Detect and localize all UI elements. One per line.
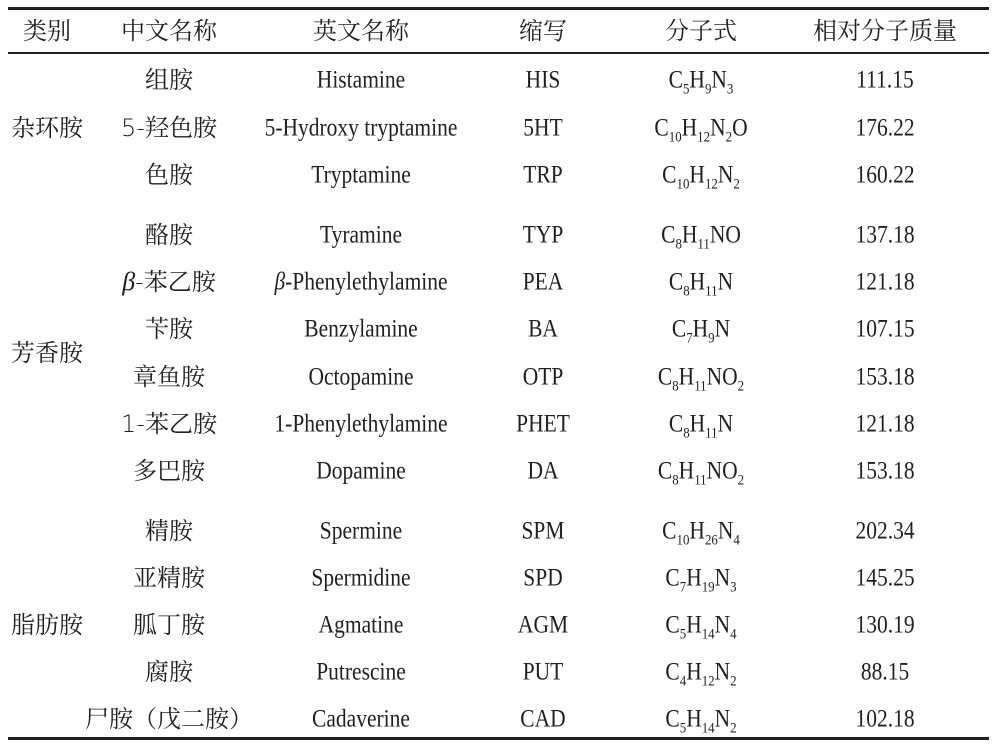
molecular-weight-cell: 102.18 bbox=[855, 705, 915, 733]
abbreviation-cell: PEA bbox=[522, 268, 564, 296]
chinese-name-text: 腐胺 bbox=[145, 658, 193, 686]
english-name-cell bbox=[274, 270, 447, 295]
chinese-name-cell bbox=[85, 707, 253, 731]
molecular-formula-cell bbox=[665, 658, 737, 690]
molecular-weight-cell: 111.15 bbox=[856, 66, 914, 94]
formula-subscript: 8 bbox=[672, 378, 679, 395]
formula-subscript: 8 bbox=[675, 236, 682, 253]
abbreviation-cell: BA bbox=[528, 315, 558, 343]
formula-subscript: 3 bbox=[726, 81, 734, 98]
chinese-name-cell bbox=[121, 412, 217, 436]
english-name-text: Dopamine bbox=[316, 457, 406, 485]
molecular-formula-cell bbox=[654, 114, 748, 146]
formula-element: H bbox=[689, 268, 706, 296]
chinese-name-cell bbox=[133, 613, 205, 637]
abbreviation-cell: SPM bbox=[521, 517, 565, 545]
english-name-cell bbox=[317, 68, 405, 93]
formula-subscript: 10 bbox=[668, 129, 682, 146]
formula-subscript: 5 bbox=[679, 720, 687, 737]
formula-subscript: 2 bbox=[730, 720, 737, 737]
chinese-name-cell bbox=[133, 459, 205, 483]
formula-subscript: 19 bbox=[701, 579, 715, 596]
formula-element: N bbox=[714, 705, 731, 733]
molecular-weight-cell: 121.18 bbox=[855, 268, 915, 296]
molecular-weight-cell: 153.18 bbox=[855, 363, 915, 391]
header-molecular-weight: 相对分子质量 bbox=[813, 17, 957, 45]
category-aliphatic-amines: 脂肪胺 bbox=[11, 611, 83, 639]
chinese-name-text: 酪胺 bbox=[145, 221, 193, 249]
formula-element: C bbox=[661, 221, 676, 249]
molecular-weight-cell: 153.18 bbox=[855, 457, 915, 485]
formula-element: H bbox=[678, 363, 695, 391]
formula-element: N bbox=[717, 410, 734, 438]
formula-element: N bbox=[717, 517, 734, 545]
chinese-name-text: 章鱼胺 bbox=[133, 363, 205, 391]
english-name-text: Histamine bbox=[316, 66, 406, 94]
molecular-formula-cell bbox=[662, 517, 740, 549]
formula-element: H bbox=[686, 658, 702, 686]
english-name-cell bbox=[274, 412, 447, 437]
molecular-weight-cell: 130.19 bbox=[855, 611, 915, 639]
formula-element: C bbox=[662, 517, 677, 545]
chinese-name-text: 1-苯乙胺 bbox=[121, 410, 217, 438]
chinese-name-cell bbox=[122, 269, 216, 295]
formula-element: C bbox=[657, 457, 673, 485]
english-name-text: Benzylamine bbox=[304, 315, 418, 343]
formula-element: N bbox=[714, 658, 731, 686]
header-english-name: 英文名称 bbox=[313, 17, 409, 45]
formula-subscript: 8 bbox=[683, 425, 690, 442]
formula-element: C bbox=[668, 410, 684, 438]
formula-element: H bbox=[689, 66, 705, 94]
chinese-name-cell bbox=[133, 566, 205, 590]
abbreviation-cell: CAD bbox=[520, 705, 566, 733]
formula-subscript: 3 bbox=[730, 579, 737, 596]
chinese-name-cell bbox=[145, 163, 193, 187]
formula-subscript: 10 bbox=[676, 176, 690, 193]
category-heterocyclic-amines: 杂环胺 bbox=[11, 114, 83, 142]
english-name-cell bbox=[304, 317, 417, 342]
formula-element: O bbox=[732, 114, 748, 142]
molecular-formula-cell bbox=[668, 268, 734, 300]
formula-element: H bbox=[689, 517, 705, 545]
abbreviation-cell: SPD bbox=[523, 564, 563, 592]
abbreviation-cell: PHET bbox=[516, 410, 570, 438]
english-name-cell bbox=[320, 223, 402, 248]
formula-subscript: 7 bbox=[686, 330, 693, 347]
chinese-name-cell bbox=[145, 519, 193, 543]
chinese-name-cell bbox=[133, 365, 205, 389]
formula-subscript: 5 bbox=[682, 81, 690, 98]
formula-element: H bbox=[692, 315, 709, 343]
formula-element: C bbox=[662, 161, 677, 189]
formula-element: C bbox=[668, 66, 683, 94]
formula-element: C bbox=[665, 658, 680, 686]
chinese-name-cell bbox=[145, 68, 193, 92]
formula-element: NO bbox=[709, 221, 741, 249]
formula-subscript: 11 bbox=[694, 378, 707, 395]
molecular-formula-cell bbox=[668, 410, 734, 442]
molecular-weight-cell: 121.18 bbox=[855, 410, 915, 438]
molecular-weight-cell: 176.22 bbox=[855, 114, 915, 142]
formula-subscript: 14 bbox=[701, 720, 715, 737]
table-bottom-rule bbox=[8, 737, 989, 740]
molecular-formula-cell bbox=[657, 457, 745, 489]
chinese-name-cell bbox=[145, 223, 193, 247]
formula-subscript: 2 bbox=[725, 129, 733, 146]
chinese-name-text: 精胺 bbox=[145, 517, 193, 545]
english-name-text: 5-Hydroxy tryptamine bbox=[264, 114, 458, 142]
english-name-text: -Phenylethylamine bbox=[285, 268, 448, 296]
formula-element: H bbox=[689, 410, 706, 438]
formula-element: N bbox=[714, 315, 731, 343]
abbreviation-cell: TRP bbox=[523, 161, 563, 189]
header-abbreviation: 缩写 bbox=[519, 17, 567, 45]
table-header-rule bbox=[8, 52, 989, 54]
english-name-cell bbox=[312, 707, 410, 732]
formula-subscript: 11 bbox=[694, 472, 707, 489]
chinese-name-text: 色胺 bbox=[145, 161, 193, 189]
molecular-formula-cell bbox=[665, 564, 737, 596]
molecular-weight-cell: 145.25 bbox=[855, 564, 915, 592]
formula-element: C bbox=[671, 315, 687, 343]
english-name-cell bbox=[319, 613, 404, 638]
molecular-weight-cell: 160.22 bbox=[855, 161, 915, 189]
english-name-cell bbox=[316, 459, 406, 484]
formula-subscript: 9 bbox=[708, 330, 715, 347]
chinese-name-text: 多巴胺 bbox=[133, 457, 205, 485]
abbreviation-cell: PUT bbox=[522, 658, 564, 686]
chinese-name-text: 苄胺 bbox=[145, 315, 193, 343]
formula-subscript: 11 bbox=[697, 236, 710, 253]
formula-subscript: 12 bbox=[704, 176, 718, 193]
formula-subscript: 2 bbox=[733, 176, 740, 193]
abbreviation-cell: OTP bbox=[522, 363, 564, 391]
formula-element: C bbox=[657, 363, 673, 391]
formula-subscript: 8 bbox=[683, 283, 690, 300]
formula-element: N bbox=[710, 114, 726, 142]
chinese-name-text: 组胺 bbox=[145, 66, 193, 94]
chinese-name-cell bbox=[145, 317, 193, 341]
chinese-name-cell bbox=[145, 660, 193, 684]
molecular-formula-cell bbox=[671, 315, 731, 347]
formula-element: N bbox=[717, 268, 734, 296]
category-aromatic-amines: 芳香胺 bbox=[11, 339, 83, 367]
abbreviation-cell: DA bbox=[527, 457, 559, 485]
header-formula: 分子式 bbox=[665, 17, 737, 45]
header-chinese-name: 中文名称 bbox=[121, 17, 217, 45]
chinese-name-text: 5-羟色胺 bbox=[121, 114, 217, 142]
english-name-text: 1-Phenylethylamine bbox=[274, 410, 448, 438]
formula-subscript: 4 bbox=[730, 626, 737, 643]
abbreviation-cell: AGM bbox=[517, 611, 569, 639]
molecular-weight-cell: 107.15 bbox=[855, 315, 915, 343]
english-name-text: Cadaverine bbox=[312, 705, 410, 733]
english-name-text: Spermidine bbox=[311, 564, 411, 592]
abbreviation-cell: 5HT bbox=[523, 114, 563, 142]
formula-element: NO bbox=[706, 457, 738, 485]
molecular-formula-cell bbox=[661, 221, 741, 253]
abbreviation-cell: HIS bbox=[525, 66, 561, 94]
formula-subscript: 14 bbox=[701, 626, 715, 643]
formula-element: H bbox=[681, 221, 698, 249]
english-name-text: Agmatine bbox=[318, 611, 404, 639]
english-name-text: Spermine bbox=[319, 517, 403, 545]
molecular-formula-cell bbox=[662, 161, 740, 193]
english-name-cell bbox=[320, 519, 402, 544]
molecular-formula-cell bbox=[657, 363, 745, 395]
formula-subscript: 4 bbox=[679, 673, 687, 690]
english-name-cell bbox=[311, 566, 410, 591]
chinese-name-text: -苯乙胺 bbox=[135, 268, 216, 296]
formula-element: C bbox=[665, 564, 680, 592]
english-name-text: Putrescine bbox=[316, 658, 406, 686]
greek-prefix: β bbox=[274, 268, 286, 296]
formula-element: H bbox=[678, 457, 695, 485]
table-top-rule bbox=[8, 7, 989, 10]
english-name-text: Octopamine bbox=[308, 363, 414, 391]
formula-element: C bbox=[668, 268, 684, 296]
formula-subscript: 4 bbox=[733, 532, 740, 549]
english-name-cell bbox=[316, 660, 406, 685]
formula-subscript: 7 bbox=[679, 579, 687, 596]
chinese-name-text: 胍丁胺 bbox=[133, 611, 205, 639]
formula-element: N bbox=[714, 564, 731, 592]
formula-element: N bbox=[714, 611, 731, 639]
chinese-name-cell bbox=[121, 116, 217, 140]
english-name-text: Tryptamine bbox=[311, 161, 411, 189]
formula-subscript: 2 bbox=[737, 378, 745, 395]
english-name-cell bbox=[308, 365, 413, 390]
formula-element: C bbox=[665, 611, 680, 639]
formula-subscript: 26 bbox=[704, 532, 718, 549]
english-name-cell bbox=[311, 163, 411, 188]
formula-element: H bbox=[686, 564, 702, 592]
molecular-weight-cell: 88.15 bbox=[860, 658, 910, 686]
molecular-formula-cell bbox=[665, 705, 737, 737]
formula-subscript: 11 bbox=[705, 283, 718, 300]
formula-element: C bbox=[654, 114, 669, 142]
molecular-weight-cell: 202.34 bbox=[855, 517, 915, 545]
chinese-name-text: 尸胺（戊二胺） bbox=[85, 705, 253, 733]
formula-subscript: 11 bbox=[705, 425, 718, 442]
greek-prefix: β bbox=[122, 267, 136, 296]
english-name-cell bbox=[265, 116, 458, 141]
formula-subscript: 9 bbox=[704, 81, 712, 98]
formula-element: H bbox=[686, 611, 702, 639]
formula-element: NO bbox=[706, 363, 738, 391]
formula-subscript: 8 bbox=[672, 472, 679, 489]
formula-element: N bbox=[717, 161, 734, 189]
formula-subscript: 5 bbox=[679, 626, 687, 643]
formula-element: H bbox=[681, 114, 698, 142]
molecular-formula-cell bbox=[665, 611, 737, 643]
formula-subscript: 2 bbox=[737, 472, 745, 489]
formula-element: H bbox=[689, 161, 705, 189]
molecular-formula-cell bbox=[668, 66, 734, 98]
chinese-name-text: 亚精胺 bbox=[133, 564, 205, 592]
header-category: 类别 bbox=[23, 17, 71, 45]
formula-element: H bbox=[686, 705, 702, 733]
formula-element: C bbox=[665, 705, 680, 733]
formula-element: N bbox=[711, 66, 727, 94]
formula-subscript: 2 bbox=[730, 673, 737, 690]
formula-subscript: 10 bbox=[676, 532, 690, 549]
formula-subscript: 12 bbox=[697, 129, 711, 146]
molecular-weight-cell: 137.18 bbox=[855, 221, 915, 249]
abbreviation-cell: TYP bbox=[522, 221, 564, 249]
formula-subscript: 12 bbox=[701, 673, 715, 690]
english-name-text: Tyramine bbox=[319, 221, 403, 249]
